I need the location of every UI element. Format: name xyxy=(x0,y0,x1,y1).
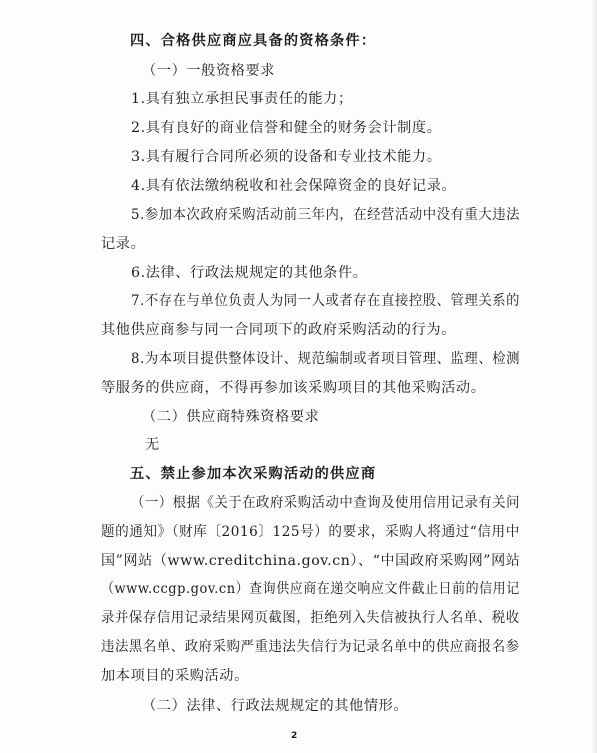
section-heading-4: 四、合格供应商应具备的资格条件： xyxy=(130,33,377,49)
paragraph-line: 1.具有独立承担民事责任的能力； xyxy=(131,91,353,107)
paragraph-line: 8.为本项目提供整体设计、规范编制或者项目管理、监理、检测 xyxy=(131,351,521,367)
paragraph-line: 加本项目的采购活动。 xyxy=(101,668,249,684)
paragraph-line: 记录。 xyxy=(101,236,146,252)
paragraph-line: 5.参加本次政府采购活动前三年内，在经营活动中没有重大违法 xyxy=(131,207,521,223)
paragraph-line: 2.具有良好的商业信誉和健全的财务会计制度。 xyxy=(131,120,442,136)
paragraph-line: 4.具有依法缴纳税收和社会保障资金的良好记录。 xyxy=(131,178,457,194)
paragraph-line: 题的通知》（财库〔2016〕125号）的要求，采购人将通过“信用中 xyxy=(101,524,520,540)
paragraph-line: 其他供应商参与同一合同项下的政府采购活动的行为。 xyxy=(101,322,456,338)
page-number: 2 xyxy=(291,731,298,741)
section-heading-5: 五、禁止参加本次采购活动的供应商 xyxy=(130,466,377,482)
subheading-general-requirements: （一）一般资格要求 xyxy=(142,63,276,79)
paragraph-line: 无 xyxy=(145,437,160,453)
paragraph-line: 3.具有履行合同所必须的设备和专业技术能力。 xyxy=(131,149,442,165)
subheading-special-requirements: （二）供应商特殊资格要求 xyxy=(142,409,320,425)
paragraph-line: 国”网站（www.creditchina.gov.cn）、“中国政府采购网”网站 xyxy=(101,553,521,569)
scan-edge xyxy=(591,0,597,753)
subheading-other-circumstances: （二）法律、行政法规规定的其他情形。 xyxy=(142,698,409,714)
paragraph-line: 等服务的供应商，不得再参加该采购项目的其他采购活动。 xyxy=(101,380,486,396)
paragraph-line: 违法黑名单、政府采购严重违法失信行为记录名单中的供应商报名参 xyxy=(101,639,520,655)
paragraph-line: （一）根据《关于在政府采购活动中查询及使用信用记录有关问 xyxy=(131,495,521,511)
paragraph-line: 录并保存信用记录结果网页截图，拒绝列入失信被执行人名单、税收 xyxy=(101,610,520,626)
paragraph-line: （www.ccgp.gov.cn）查询供应商在递交响应文件截止日前的信用记 xyxy=(101,581,520,597)
paragraph-line: 6.法律、行政法规规定的其他条件。 xyxy=(131,265,368,281)
paragraph-line: 7.不存在与单位负责人为同一人或者存在直接控股、管理关系的 xyxy=(131,293,521,309)
